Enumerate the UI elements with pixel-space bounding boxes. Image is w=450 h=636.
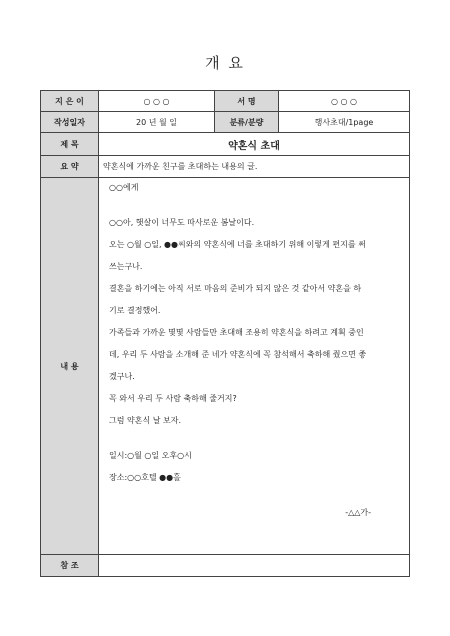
row-summary	[41, 156, 410, 178]
summary-value: 약혼식에 가까운 친구를 초대하는 내용의 글.	[99, 156, 410, 178]
letter-paragraph-3-line-2: 기로 결정했어.	[109, 306, 161, 315]
subject-label: 제 목	[41, 133, 99, 156]
summary-label: 요 약	[41, 156, 99, 178]
letter-paragraph-4-line-3: 겠구나.	[109, 372, 135, 381]
content-body	[99, 178, 410, 555]
author-label: 지 은 이	[41, 91, 99, 112]
letter-paragraph-3-line-1: 결혼을 하기에는 아직 서로 마음의 준비가 되지 않은 것 같아서 약혼을 하	[109, 284, 362, 293]
letter-paragraph-4-line-2: 데, 우리 두 사람을 소개해 준 네가 약혼식에 꼭 참석해서 축하해 줬으면 좋	[109, 350, 367, 359]
reference-value	[99, 555, 410, 577]
row-content	[41, 178, 410, 555]
row-subject	[41, 133, 410, 156]
date-label: 작성일자	[41, 112, 99, 133]
row-author	[41, 91, 410, 112]
content-label: 내 용	[41, 178, 99, 555]
letter-signature: -△△가-	[345, 508, 371, 517]
category-value: 행사초대/1page	[279, 112, 410, 133]
author-value: ○ ○ ○	[99, 91, 215, 112]
letter-paragraph-4-line-1: 가족들과 가까운 몇몇 사람들만 초대해 조용히 약혼식을 하려고 계획 중인	[109, 328, 364, 337]
letter-paragraph-2-line-2: 쓰는구나.	[109, 262, 143, 271]
event-time: 일시:○월 ○일 오후○시	[109, 451, 192, 460]
reference-label: 참 조	[41, 555, 99, 577]
category-label: 분류/분량	[215, 112, 279, 133]
signature-label: 서 명	[215, 91, 279, 112]
letter-paragraph-1: ○○아, 햇살이 너무도 따사로운 봄날이다.	[109, 218, 255, 227]
letter-greeting: ○○에게	[109, 183, 139, 192]
letter-paragraph-6: 그럼 약혼식 날 보자.	[109, 416, 181, 425]
row-date	[41, 112, 410, 133]
page-title: 개 요	[205, 54, 245, 72]
subject-value: 약혼식 초대	[99, 133, 410, 156]
signature-value: ○ ○ ○	[279, 91, 410, 112]
row-reference	[41, 555, 410, 577]
overview-table	[40, 90, 410, 577]
letter-paragraph-5: 꼭 와서 우리 두 사람 축하해 줄거지?	[109, 394, 237, 403]
event-place: 장소:○○호텔 ●●홀	[109, 473, 181, 482]
letter-paragraph-2-line-1: 오는 ○월 ○일, ●●씨와의 약혼식에 너를 초대하기 위해 이렇게 편지를 써	[109, 240, 366, 249]
date-value: 20 년 월 일	[99, 112, 215, 133]
